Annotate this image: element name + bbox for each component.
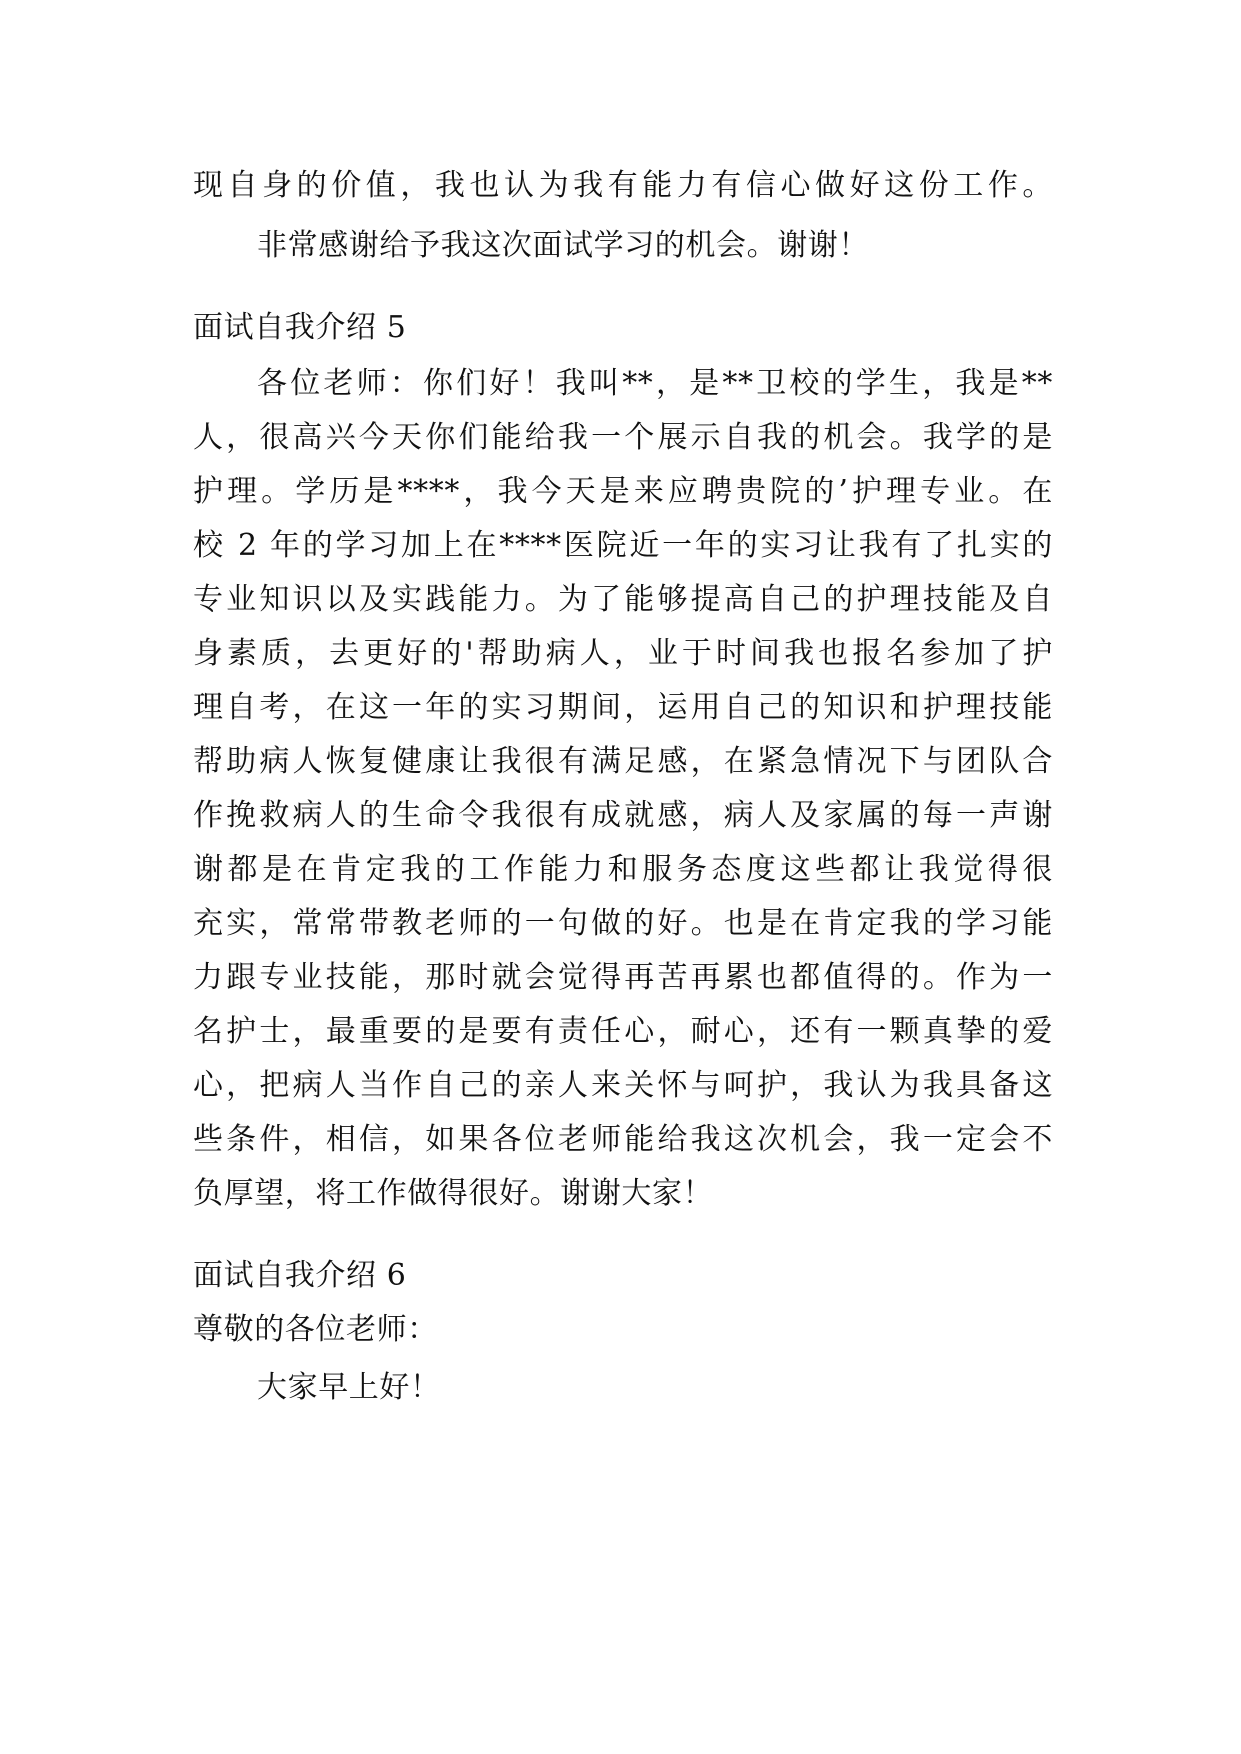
section-6-greeting: 大家早上好！ xyxy=(257,1370,441,1405)
section-5-line: 帮助病人恢复健康让我很有满足感，在紧急情况下与团队合 xyxy=(193,744,1053,779)
section-5-line: 名护士，最重要的是要有责任心，耐心，还有一颗真挚的爱 xyxy=(193,1014,1053,1049)
section-5-heading: 面试自我介绍 5 xyxy=(193,310,407,345)
section-5-line: 护理。学历是****，我今天是来应聘贵院的’护理专业。在 xyxy=(193,474,1053,509)
section-5-line: 人，很高兴今天你们能给我一个展示自我的机会。我学的是 xyxy=(193,420,1053,455)
section-5-line: 校 2 年的学习加上在****医院近一年的实习让我有了扎实的 xyxy=(193,528,1053,563)
section-5-line: 专业知识以及实践能力。为了能够提高自己的护理技能及自 xyxy=(193,582,1053,617)
section-5-line: 谢都是在肯定我的工作能力和服务态度这些都让我觉得很 xyxy=(193,852,1053,887)
section-5-line: 各位老师：你们好！我叫**，是**卫校的学生，我是** xyxy=(257,366,1053,401)
section-5-line: 力跟专业技能，那时就会觉得再苦再累也都值得的。作为一 xyxy=(193,960,1053,995)
section-6-salutation: 尊敬的各位老师： xyxy=(193,1312,438,1347)
section-5-line: 心，把病人当作自己的亲人来关怀与呵护，我认为我具备这 xyxy=(193,1068,1053,1103)
section-5-line: 身素质，去更好的'帮助病人，业于时间我也报名参加了护 xyxy=(193,636,1053,671)
section-6-heading: 面试自我介绍 6 xyxy=(193,1258,407,1293)
continuation-last-line: 现自身的价值，我也认为我有能力有信心做好这份工作。 xyxy=(193,168,1053,203)
continuation-thanks: 非常感谢给予我这次面试学习的机会。谢谢！ xyxy=(257,228,869,263)
section-5-line: 些条件，相信，如果各位老师能给我这次机会，我一定会不 xyxy=(193,1122,1053,1157)
section-5-line: 充实，常常带教老师的一句做的好。也是在肯定我的学习能 xyxy=(193,906,1053,941)
section-5-line: 作挽救病人的生命令我很有成就感，病人及家属的每一声谢 xyxy=(193,798,1053,833)
section-5-line: 理自考，在这一年的实习期间，运用自己的知识和护理技能 xyxy=(193,690,1053,725)
section-5-line: 负厚望，将工作做得很好。谢谢大家！ xyxy=(193,1176,714,1211)
